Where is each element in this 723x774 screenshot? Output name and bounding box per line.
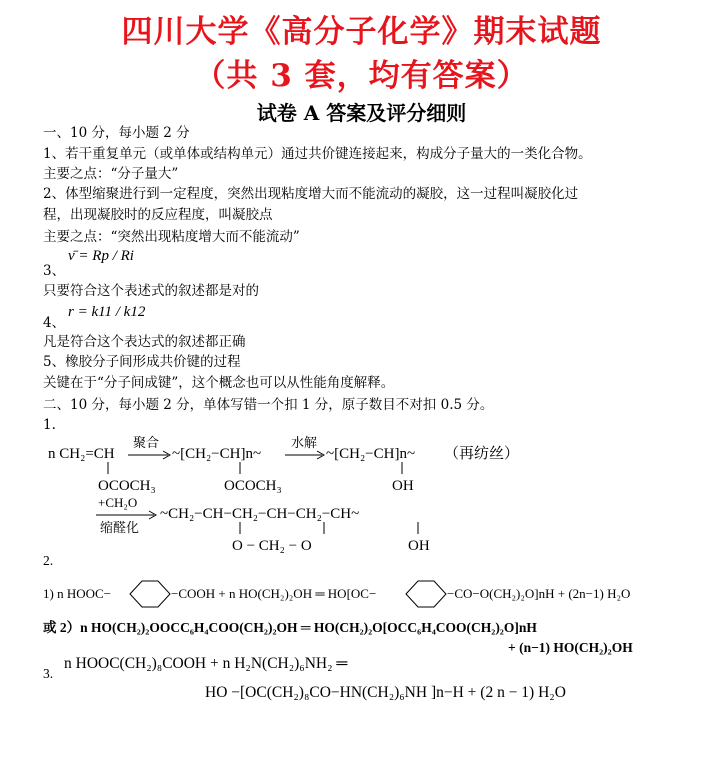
benzene-ring-1 bbox=[130, 581, 170, 607]
r1-product-acetal: O − CH₂ − O bbox=[232, 538, 312, 554]
part2-item-3: 3. bbox=[43, 666, 54, 681]
r1-product-oh: OH bbox=[408, 538, 430, 554]
benzene-ring-2 bbox=[406, 581, 446, 607]
r1-arrow3-bottom: 缩醛化 bbox=[100, 520, 140, 535]
r1-pva: ~[CH₂−CH]n~ bbox=[326, 446, 416, 462]
r2-line3: + (n−1) HO(CH₂)₂OH bbox=[508, 640, 633, 655]
r1-monomer: n CH₂=CH bbox=[48, 446, 115, 462]
q1-text: 1、若干重复单元（或单体或结构单元）通过共价键连接起来，构成分子量大的一类化合物。 bbox=[43, 146, 592, 162]
q1-key: 主要之点：“分子量大” bbox=[43, 166, 179, 182]
part2-item-1: 1. bbox=[43, 417, 56, 433]
r2-line1-b: −COOH + n HO(CH₂)₂OH ═ HO[OC− bbox=[171, 586, 377, 601]
section-title: 试卷 A 答案及评分细则 bbox=[256, 101, 467, 125]
document-title: 四川大学《高分子化学》期末试题 bbox=[121, 14, 602, 50]
q3-note: 只要符合这个表述式的叙述都是对的 bbox=[43, 283, 259, 299]
r3-line2: HO −[OC(CH₂)₈CO−HN(CH₂)₆NH ]n−H + (2 n − 1) H₂O bbox=[205, 684, 566, 701]
part2-item-2: 2. bbox=[43, 553, 54, 568]
r2-line2: 或 2）n HO(CH₂)₂OOCC₆H₄COO(CH₂)₂OH ═ HO(CH₂)₂O[OCC₆H₄COO(CH₂)₂O]nH bbox=[43, 620, 537, 635]
r2-line1-c: −CO−O(CH₂)₂O]nH + (2n−1) H₂O bbox=[447, 586, 631, 601]
q5-key: 关键在于“分子间成键”，这个概念也可以从性能角度解释。 bbox=[43, 375, 395, 391]
r1-monomer-sub: OCOCH₃ bbox=[98, 478, 156, 494]
q2-text-b: 程，出现凝胶时的反应程度，叫凝胶点 bbox=[43, 207, 273, 223]
q4-formula: r = k11 / k12 bbox=[68, 304, 146, 320]
r1-arrow2-label: 水解 bbox=[291, 435, 318, 450]
r1-polymer: ~[CH₂−CH]n~ bbox=[172, 446, 262, 462]
q3-formula: ν̄ = Rp / Ri bbox=[68, 248, 134, 264]
q2-text-a: 2、体型缩聚进行到一定程度，突然出现粘度增大而不能流动的凝胶，这一过程叫凝胶化过 bbox=[43, 186, 579, 202]
r1-pva-sub: OH bbox=[392, 478, 414, 494]
q5-text: 5、橡胶分子间形成共价键的过程 bbox=[43, 354, 241, 370]
r1-note: （再纺丝） bbox=[444, 446, 520, 462]
part1-heading: 一、10 分，每小题 2 分 bbox=[43, 125, 190, 141]
r1-polymer-sub: OCOCH₃ bbox=[224, 478, 282, 494]
part2-heading: 二、10 分，每小题 2 分，单体写错一个扣 1 分，原子数目不对扣 0.5 分。 bbox=[43, 397, 494, 413]
r2-line1-a: 1) n HOOC− bbox=[43, 586, 111, 601]
q2-key: 主要之点：“突然出现粘度增大而不能流动” bbox=[43, 229, 300, 245]
r1-arrow3-top: +CH₂O bbox=[98, 495, 138, 510]
r1-product: ~CH₂−CH−CH₂−CH−CH₂−CH~ bbox=[160, 506, 360, 522]
q3-number: 3、 bbox=[43, 263, 66, 279]
q4-number: 4、 bbox=[43, 315, 66, 331]
r1-arrow1-label: 聚合 bbox=[133, 435, 160, 450]
r3-line1: n HOOC(CH₂)₈COOH + n H₂N(CH₂)₆NH₂ ═ bbox=[64, 655, 348, 672]
document-subtitle: （共 3 套，均有答案） bbox=[194, 58, 529, 94]
q4-note: 凡是符合这个表达式的叙述都正确 bbox=[43, 334, 246, 350]
